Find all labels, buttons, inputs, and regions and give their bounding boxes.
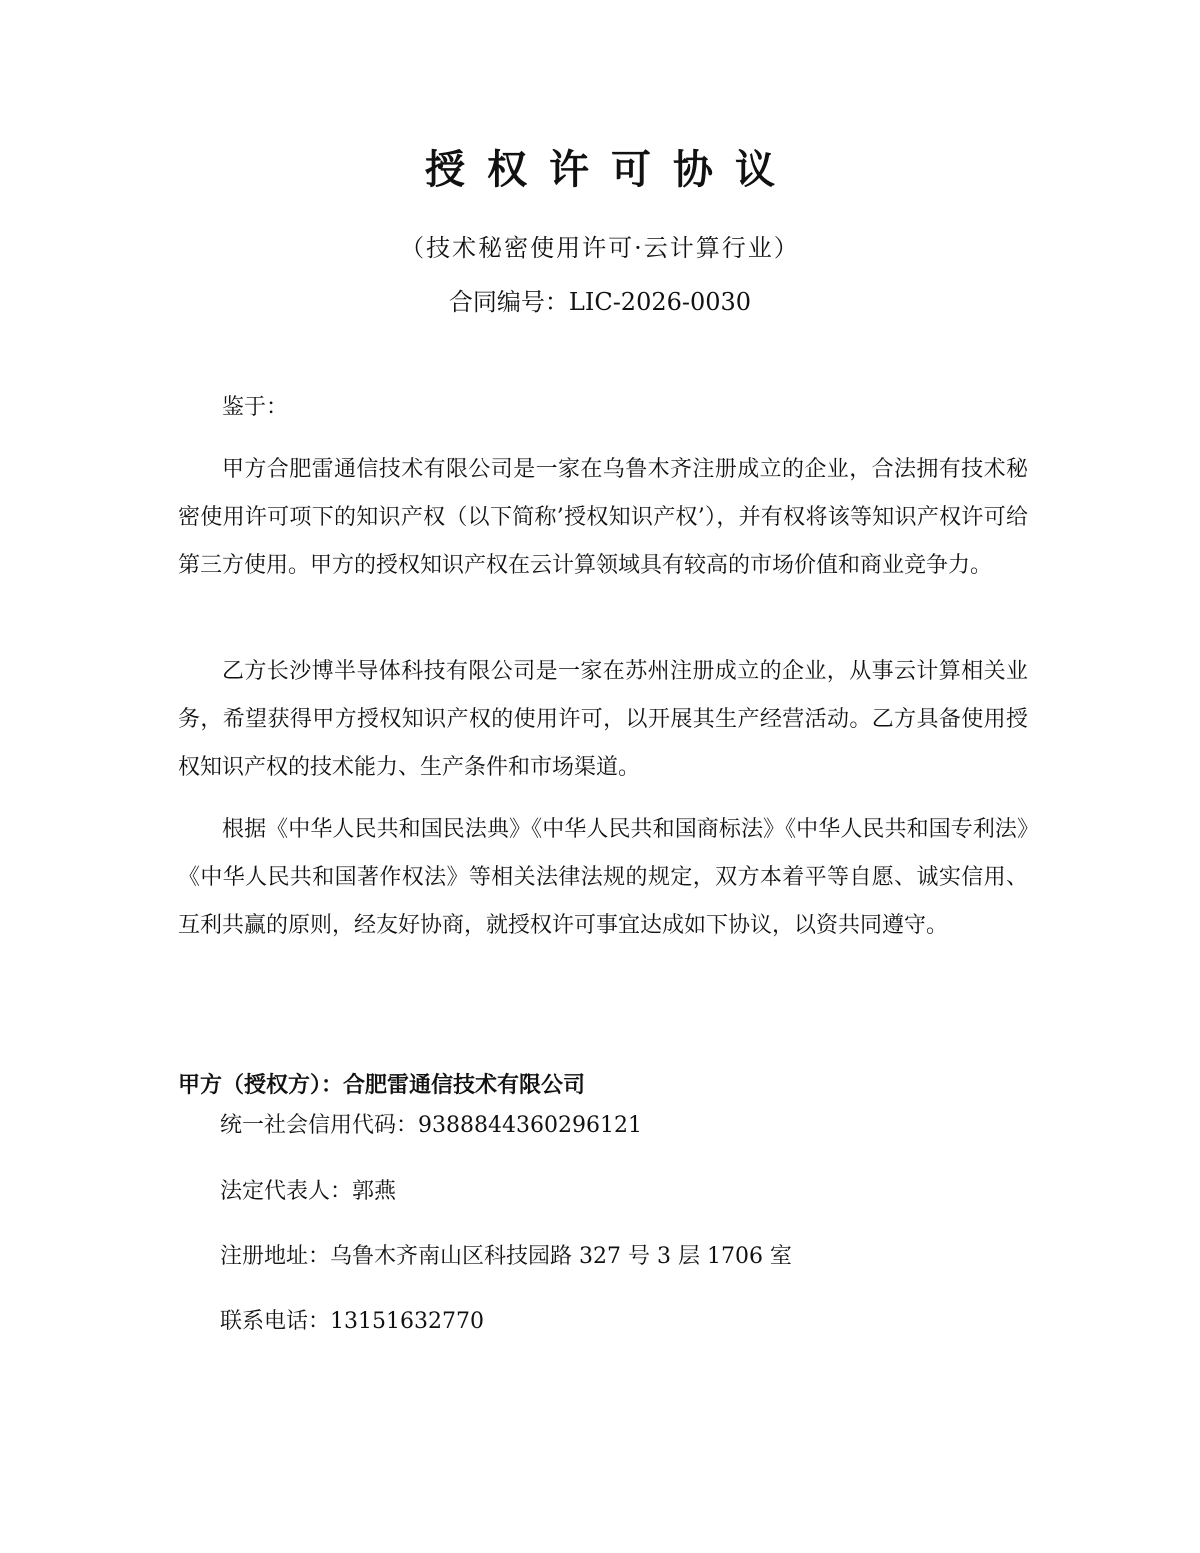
party-a-credit-code: 统一社会信用代码：9388844360296121 (220, 1113, 642, 1138)
recital-paragraph-2 (178, 648, 1028, 792)
party-a-legal-rep: 法定代表人：郭燕 (220, 1179, 397, 1204)
recitals-heading: 鉴于： (222, 395, 289, 420)
recitals-heading-block (178, 384, 1028, 432)
party-a-heading: 甲方（授权方）：合肥雷通信技术有限公司 (178, 1073, 586, 1098)
recital-paragraph-1 (178, 446, 1028, 590)
party-a-address: 注册地址：乌鲁木齐南山区科技园路 327 号 3 层 1706 室 (220, 1244, 792, 1269)
recital-text: 甲方合肥雷通信技术有限公司是一家在乌鲁木齐注册成立的企业，合法拥有技术秘密使用许可项下的知识产权（以下简称’授权知识产权’），并有权将该等知识产权许可给第三方使用。甲方的授权知识产权在云计算领域具有较高的市场价值和商业竞争力。 (178, 457, 1028, 578)
document-subtitle: （技术秘密使用许可·云计算行业） (400, 234, 800, 262)
contract-number: 合同编号：LIC-2026-0030 (448, 288, 752, 316)
document-title: 授权许可协议 (425, 147, 797, 193)
recital-text: 根据《中华人民共和国民法典》《中华人民共和国商标法》《中华人民共和国专利法》《中华人民共和国著作权法》等相关法律法规的规定，双方本着平等自愿、诚实信用、互利共赢的原则，经友好协商，就授权许可事宜达成如下协议，以资共同遵守。 (178, 817, 1028, 938)
party-a-phone: 联系电话：13151632770 (220, 1309, 484, 1334)
recital-text: 乙方长沙博半导体科技有限公司是一家在苏州注册成立的企业，从事云计算相关业务，希望获得甲方授权知识产权的使用许可，以开展其生产经营活动。乙方具备使用授权知识产权的技术能力、生产条件和市场渠道。 (178, 659, 1028, 780)
recital-paragraph-3 (178, 806, 1028, 950)
